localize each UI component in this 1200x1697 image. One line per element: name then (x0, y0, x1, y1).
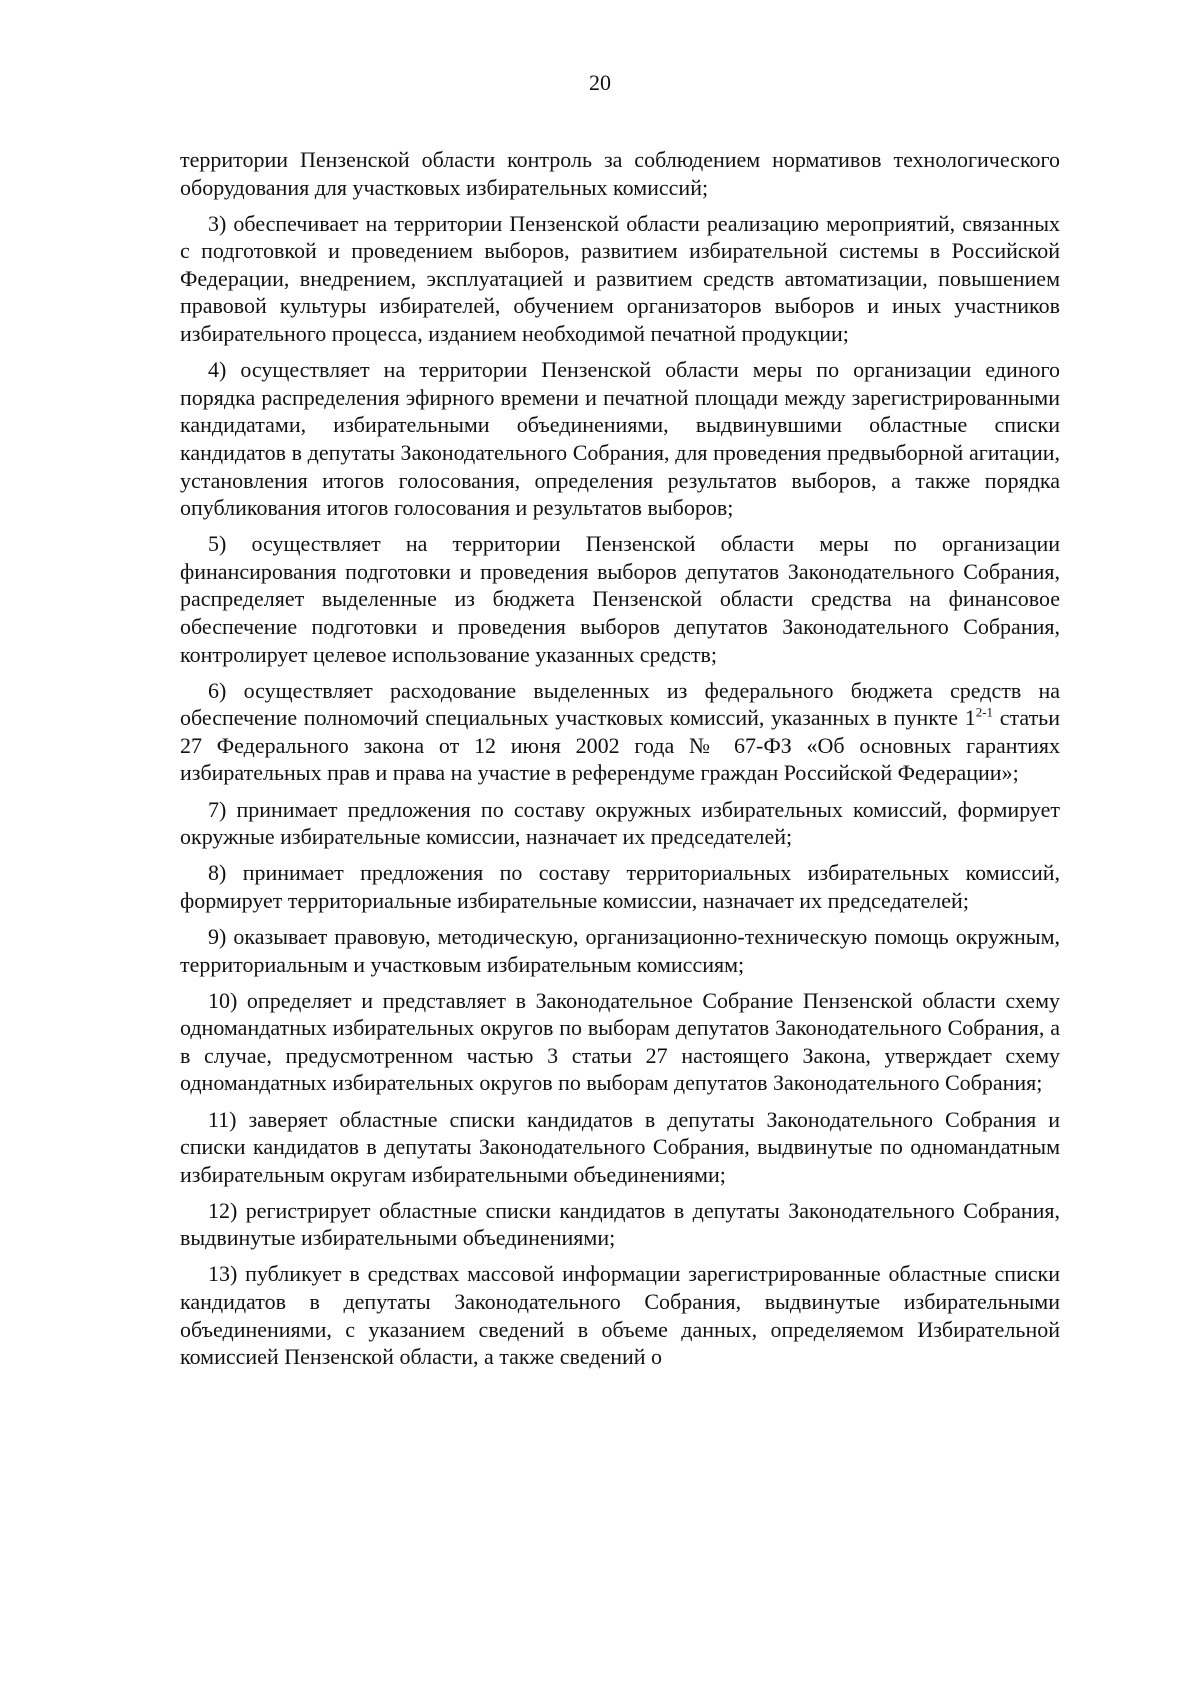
paragraph-item-5: 5) осуществляет на территории Пензенской области меры по организации финансирования подготовки и проведения выборов депутатов Законодательного Собрания, распределяет выделенные из бюджета Пензенской области средства на финансовое обеспечение подготовки и проведения выборов депутатов Законодательного Собрания, контролирует целевое использование указанных средств; (180, 531, 1060, 667)
paragraph-item-6 (180, 677, 1060, 787)
superscript-index: 2-1 (975, 704, 994, 720)
paragraph-item-9: 9) оказывает правовую, методическую, организационно-техническую помощь окружным, территориальным и участковым избирательным комиссиям; (180, 923, 1060, 977)
paragraph-item-6-text-after: статьи 27 Федерального закона от 12 июня 2002 года № 67-ФЗ «Об основных гарантиях избирательных прав и права на участие в референдуме граждан Российской Федерации»; (180, 705, 1060, 786)
paragraph-item-8: 8) принимает предложения по составу территориальных избирательных комиссий, формирует территориальные избирательные комиссии, назначает их председателей; (180, 860, 1060, 913)
document-body (180, 146, 1060, 1379)
paragraph-item-12: 12) регистрирует областные списки кандидатов в депутаты Законодательного Собрания, выдвинутые избирательными объединениями; (180, 1197, 1060, 1251)
paragraph-item-13: 13) публикует в средствах массовой информации зарегистрированные областные списки кандидатов в депутаты Законодательного Собрания, выдвинутые избирательными объединениями, с указанием сведений в объеме данных, определяемом Избирательной комиссией Пензенской области, а также сведений о (180, 1261, 1060, 1370)
paragraph-item-4: 4) осуществляет на территории Пензенской области меры по организации единого порядка распределения эфирного времени и печатной площади между зарегистрированными кандидатами, избирательными объединениями, выдвинувшими областные списки кандидатов в депутаты Законодательного Собрания, для проведения предвыборной агитации, установления итогов голосования, определения результатов выборов, а также порядка опубликования итогов голосования и результатов выборов; (180, 357, 1060, 521)
paragraph-item-11: 11) заверяет областные списки кандидатов в депутаты Законодательного Собрания и списки кандидатов в депутаты Законодательного Собрания, выдвинутые по одномандатным избирательным округам избирательными объединениями; (180, 1106, 1060, 1187)
paragraph-item-3: 3) обеспечивает на территории Пензенской области реализацию мероприятий, связанных с подготовкой и проведением выборов, развитием избирательной системы в Российской Федерации, внедрением, эксплуатацией и развитием средств автоматизации, повышением правовой культуры избирателей, обучением организаторов выборов и иных участников избирательного процесса, изданием необходимой печатной продукции; (180, 210, 1060, 347)
paragraph-item-6-text-before: 6) осуществляет расходование выделенных из федерального бюджета средств на обеспечение полномочий специальных участковых комиссий, указанных в пункте 1 (180, 677, 1060, 731)
page-number: 20 (589, 70, 611, 95)
paragraph-item-7: 7) принимает предложения по составу окружных избирательных комиссий, формирует окружные избирательные комиссии, назначает их председателей; (180, 796, 1060, 850)
paragraph-continuation: территории Пензенской области контроль за соблюдением нормативов технологического оборудования для участковых избирательных комиссий; (180, 147, 1060, 200)
paragraph-item-10: 10) определяет и представляет в Законодательное Собрание Пензенской области схему одномандатных избирательных округов по выборам депутатов Законодательного Собрания, а в случае, предусмотренном частью 3 статьи 27 настоящего Закона, утверждает схему одномандатных избирательных округов по выборам депутатов Законодательного Собрания; (180, 987, 1060, 1096)
